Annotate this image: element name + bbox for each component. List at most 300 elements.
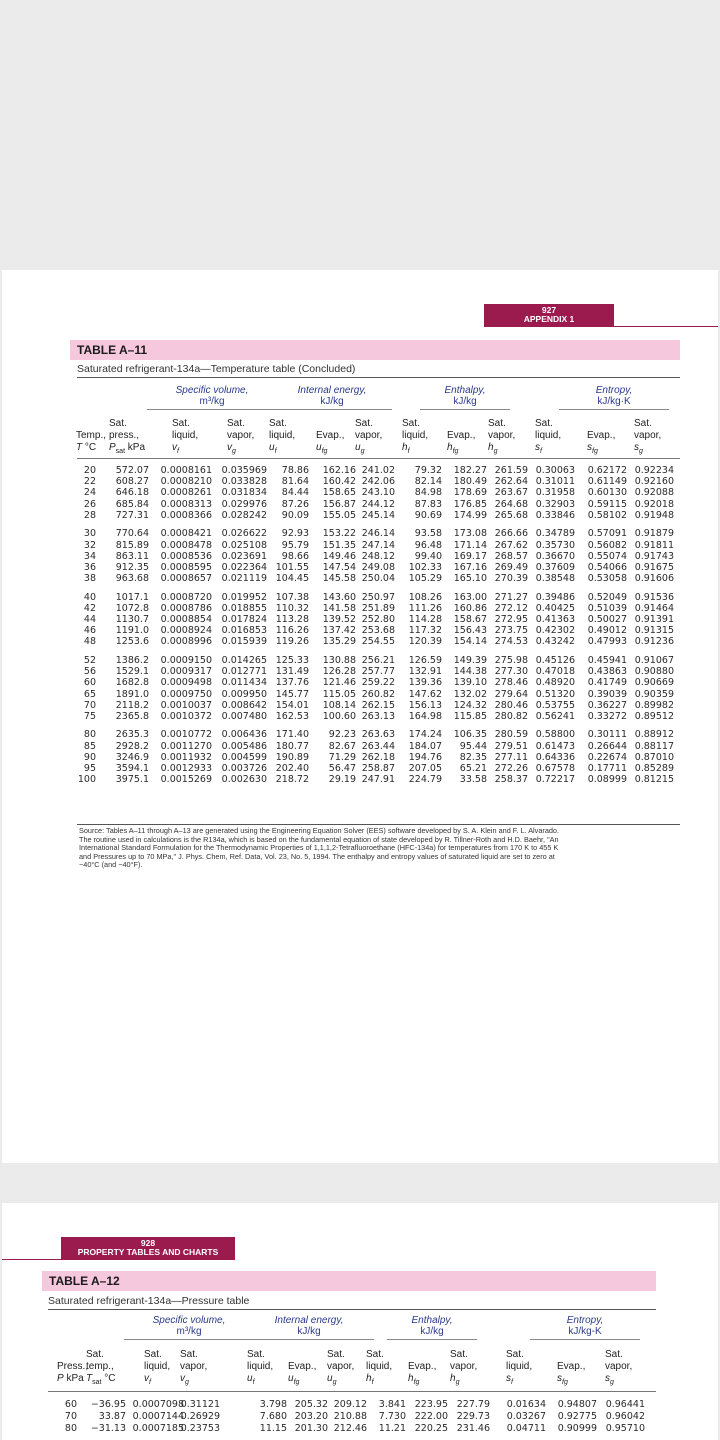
column-header-line: $h_g$ [450, 1373, 460, 1386]
table-cell: 1891.0 [115, 688, 149, 700]
table-cell: 0.011434 [221, 677, 267, 689]
column-header [180, 1349, 232, 1389]
table-cell: 178.69 [453, 487, 487, 499]
table-cell: 0.004599 [221, 751, 267, 763]
column-header-line: Sat. [109, 418, 127, 429]
table-cell: 101.55 [275, 561, 309, 573]
table-cell: 256.21 [361, 654, 395, 666]
table-cell: 0.54066 [587, 561, 627, 573]
table-cell: 0.0007144 [132, 1410, 184, 1422]
table-cell: 251.89 [361, 602, 395, 614]
table-cell: 0.53755 [535, 699, 575, 711]
table-cell: 85 [83, 740, 96, 752]
table-cell: 0.90999 [557, 1422, 597, 1434]
group-underline [420, 409, 510, 410]
table-cell: 0.57091 [587, 528, 627, 540]
table-cell: 0.0007185 [132, 1422, 184, 1434]
table-cell: 156.87 [322, 498, 356, 510]
table-cell: 0.023691 [221, 550, 267, 562]
group-unit: kJ/kg [453, 396, 477, 407]
table-cell: 171.14 [453, 539, 487, 551]
table-cell: 963.68 [115, 573, 149, 585]
table-cell: 32 [83, 539, 96, 551]
column-header-line: Sat. [506, 1349, 524, 1360]
table-cell: 182.27 [453, 465, 487, 476]
table-cell: 229.73 [456, 1410, 490, 1422]
table-cell: 0.45126 [535, 654, 575, 666]
table-cell: 7.730 [378, 1410, 406, 1422]
source-line: and Pressures up to 70 MPa," J. Phys. Chem, Ref. Data, Vol. 23, No. 5, 1994. The enthalpy and entropy values of saturated liquid are set to zero at [79, 851, 555, 861]
table-cell: 1191.0 [115, 625, 149, 637]
table-cell: 0.96042 [605, 1410, 645, 1422]
table-cell: 245.14 [361, 509, 395, 521]
table-cell: 98.66 [281, 550, 309, 562]
table-cell: 261.59 [494, 465, 528, 476]
column-header-line: Sat. [172, 418, 190, 429]
column-header [450, 1349, 502, 1389]
group-name: Entropy, [595, 385, 633, 396]
table-cell: 145.58 [322, 573, 356, 585]
table-cell: 0.26929 [180, 1410, 220, 1422]
header-rule [2, 1259, 235, 1260]
table-cell: 0.031834 [221, 487, 267, 499]
table-cell: 164.98 [408, 710, 442, 722]
column-header [506, 1349, 558, 1389]
column-header-line: vapor, [450, 1361, 478, 1372]
table-cell: 125.33 [275, 654, 309, 666]
table-cell: 0.0010772 [160, 729, 212, 741]
table-cell: 0.014265 [221, 654, 267, 666]
table-cell: 0.88117 [634, 740, 674, 752]
table-cell: 0.0008595 [160, 561, 212, 573]
column-header-line: $h_f$ [402, 442, 410, 455]
group-header [579, 385, 649, 407]
group-underline [559, 409, 669, 410]
table-cell: 231.46 [456, 1422, 490, 1434]
table-cell: 180.77 [275, 740, 309, 752]
table-cell: 1130.7 [115, 614, 149, 625]
column-header-line: Sat. [634, 418, 652, 429]
table-cell: 33.87 [98, 1410, 126, 1422]
table-cell: 1017.1 [115, 591, 149, 603]
column-header-line: Evap., [408, 1361, 437, 1372]
group-name: Specific volume, [152, 1315, 226, 1326]
table-cell: 117.32 [408, 625, 442, 637]
table-cell: 0.47018 [535, 666, 575, 678]
table-cell: 20 [83, 465, 96, 476]
column-header-line: $s_f$ [535, 442, 542, 455]
column-header-line: $h_{fg}$ [408, 1373, 420, 1386]
table-cell: 114.28 [408, 614, 442, 625]
column-header-line: $u_g$ [355, 442, 365, 455]
table-cell: 253.68 [361, 625, 395, 637]
group-underline [124, 1339, 254, 1340]
table-cell: 121.46 [322, 677, 356, 689]
table-cell: 82.14 [414, 476, 442, 488]
table-cell: 280.46 [494, 699, 528, 711]
column-header-line: Sat. [247, 1349, 265, 1360]
table-cell: 0.022364 [221, 561, 267, 573]
table-cell: 572.07 [115, 465, 149, 476]
table-cell: 0.029976 [221, 498, 267, 510]
table-cell: 203.20 [294, 1410, 328, 1422]
table-cell: 0.89982 [634, 699, 674, 711]
table-cell: 608.27 [115, 476, 149, 488]
header-bottom-rule [77, 458, 680, 459]
column-header-line: liquid, [366, 1361, 393, 1372]
table-cell: 212.46 [333, 1422, 367, 1434]
table-cell: 40 [83, 591, 96, 603]
column-header [587, 418, 639, 458]
table-cell: 0.22674 [587, 751, 627, 763]
group-unit: kJ/kg [420, 1326, 444, 1337]
column-header [172, 418, 224, 458]
table-cell: 30 [83, 528, 96, 540]
table-cell: 242.06 [361, 476, 395, 488]
group-underline [387, 1339, 477, 1340]
table-cell: 115.85 [453, 710, 487, 722]
table-cell: 0.033828 [221, 476, 267, 488]
table-cell: 247.91 [361, 774, 395, 786]
group-unit: m³/kg [199, 396, 225, 407]
table-cell: 132.91 [408, 666, 442, 678]
table-cell: 0.0011270 [160, 740, 212, 752]
table-cell: 0.0008366 [160, 509, 212, 521]
column-header-line: vapor, [634, 430, 662, 441]
table-cell: 65.21 [459, 763, 487, 774]
table-cell: 48 [83, 636, 96, 648]
table-cell: 207.05 [408, 763, 442, 774]
column-header-line: vapor, [605, 1361, 633, 1372]
table-cell: 257.77 [361, 666, 395, 678]
table-cell: 108.26 [408, 591, 442, 603]
table-cell: 84.44 [281, 487, 309, 499]
column-header-line: liquid, [535, 430, 562, 441]
table-cell: 266.66 [494, 528, 528, 540]
column-header-line: $h_{fg}$ [447, 442, 459, 455]
column-header-line: Sat. [450, 1349, 468, 1360]
table-cell: 126.59 [408, 654, 442, 666]
group-underline [147, 409, 277, 410]
table-cell: 0.56241 [535, 710, 575, 722]
column-header-line: vapor, [227, 430, 255, 441]
section-title: PROPERTY TABLES AND CHARTS [77, 1247, 219, 1257]
column-header-line: $P_{sat}$ kPa [109, 442, 146, 455]
column-header-line: $v_f$ [172, 442, 179, 455]
table-cell: 1682.8 [115, 677, 149, 689]
table-cell: 0.31958 [535, 487, 575, 499]
group-name: Enthalpy, [411, 1315, 453, 1326]
bottom-rule [77, 824, 680, 825]
column-header [269, 418, 321, 458]
table-cell: 0.0015269 [160, 774, 212, 786]
table-cell: 0.028242 [221, 509, 267, 521]
table-cell: 0.025108 [221, 539, 267, 551]
table-cell: 0.018855 [221, 602, 267, 614]
table-cell: 169.17 [453, 550, 487, 562]
header-bottom-rule [48, 1391, 656, 1392]
table-cell: 96.48 [414, 539, 442, 551]
table-cell: 272.95 [494, 614, 528, 625]
column-header-line: Evap., [557, 1361, 586, 1372]
table-title: TABLE A–11 [70, 340, 680, 360]
table-cell: 158.65 [322, 487, 356, 499]
table-cell: 0.17711 [587, 763, 627, 774]
table-cell: 147.54 [322, 561, 356, 573]
table-cell: 220.25 [414, 1422, 448, 1434]
table-cell: 262.18 [361, 751, 395, 763]
column-header-line: Sat. [355, 418, 373, 429]
column-header-line: $u_g$ [327, 1373, 337, 1386]
column-header-line: Temp., [76, 430, 107, 441]
table-cell: 79.32 [414, 465, 442, 476]
table-cell: 60 [64, 1399, 77, 1410]
table-cell: 277.11 [494, 751, 528, 763]
table-cell: 685.84 [115, 498, 149, 510]
table-cell: 0.0008924 [160, 625, 212, 637]
column-header-line: $v_f$ [144, 1373, 151, 1386]
column-header [535, 418, 587, 458]
table-cell: 174.99 [453, 509, 487, 521]
table-cell: 0.62172 [587, 465, 627, 476]
table-cell: 0.008642 [221, 699, 267, 711]
top-rule [77, 377, 680, 378]
table-cell: 224.79 [408, 774, 442, 786]
table-cell: 0.92160 [634, 476, 674, 488]
table-cell: 26 [83, 498, 96, 510]
table-cell: 0.30111 [587, 729, 627, 741]
table-cell: 87.83 [414, 498, 442, 510]
column-header-line: Sat. [535, 418, 553, 429]
table-cell: 0.34789 [535, 528, 575, 540]
table-cell: 0.91879 [634, 528, 674, 540]
table-cell: 0.08999 [587, 774, 627, 786]
page-927 [2, 270, 718, 1163]
column-header-line: Sat. [269, 418, 287, 429]
column-header-line: liquid, [247, 1361, 274, 1372]
group-header [167, 385, 257, 407]
table-cell: 44 [83, 614, 96, 625]
table-cell: 0.90880 [634, 666, 674, 678]
table-cell: 260.82 [361, 688, 395, 700]
table-cell: 0.017824 [221, 614, 267, 625]
table-cell: 263.67 [494, 487, 528, 499]
column-header-line: $v_g$ [227, 442, 236, 455]
table-cell: 167.16 [453, 561, 487, 573]
table-cell: 145.77 [275, 688, 309, 700]
table-cell: 3246.9 [115, 751, 149, 763]
table-cell: 248.12 [361, 550, 395, 562]
table-cell: 0.48920 [535, 677, 575, 689]
table-cell: 0.0009498 [160, 677, 212, 689]
table-cell: 120.39 [408, 636, 442, 648]
table-cell: 263.63 [361, 729, 395, 741]
table-cell: 0.40425 [535, 602, 575, 614]
table-cell: 277.30 [494, 666, 528, 678]
table-cell: 727.31 [115, 509, 149, 521]
column-header-line: Sat. [86, 1349, 104, 1360]
table-cell: 65 [83, 688, 96, 700]
table-cell: 34 [83, 550, 96, 562]
table-cell: 0.61149 [587, 476, 627, 488]
table-cell: 269.49 [494, 561, 528, 573]
table-cell: 95 [83, 763, 96, 774]
table-cell: 0.58800 [535, 729, 575, 741]
table-cell: 0.91464 [634, 602, 674, 614]
table-subtitle: Saturated refrigerant-134a—Temperature table (Concluded) [77, 363, 356, 375]
table-cell: 137.42 [322, 625, 356, 637]
table-cell: 218.72 [275, 774, 309, 786]
table-cell: 2365.8 [115, 710, 149, 722]
column-header-line: $s_f$ [506, 1373, 513, 1386]
table-cell: 0.0008854 [160, 614, 212, 625]
table-cell: 154.01 [275, 699, 309, 711]
column-header-line: liquid, [172, 430, 199, 441]
top-rule [48, 1309, 656, 1310]
table-cell: 0.91811 [634, 539, 674, 551]
table-cell: 262.15 [361, 699, 395, 711]
table-cell: 0.59115 [587, 498, 627, 510]
table-cell: 108.14 [322, 699, 356, 711]
table-cell: 139.36 [408, 677, 442, 689]
table-cell: 3.841 [378, 1399, 406, 1410]
column-header-line: $u_f$ [247, 1373, 255, 1386]
column-header-line: liquid, [506, 1361, 533, 1372]
table-cell: 209.12 [333, 1399, 367, 1410]
table-cell: 95.44 [459, 740, 487, 752]
group-name: Internal energy, [274, 1315, 344, 1326]
table-cell: 0.021119 [221, 573, 267, 585]
column-header-line: $v_g$ [180, 1373, 189, 1386]
table-cell: 0.47993 [587, 636, 627, 648]
table-cell: 29.19 [328, 774, 356, 786]
group-unit: kJ/kg [320, 396, 344, 407]
column-header-line: $s_{fg}$ [587, 442, 598, 455]
table-cell: 11.15 [259, 1422, 287, 1434]
column-header-line: Sat. [605, 1349, 623, 1360]
table-cell: 0.04711 [506, 1422, 546, 1434]
table-cell: 0.019952 [221, 591, 267, 603]
column-header-line: Evap., [587, 430, 616, 441]
column-header-line: $s_g$ [605, 1373, 614, 1386]
table-cell: 0.0011932 [160, 751, 212, 763]
table-cell: 0.58102 [587, 509, 627, 521]
table-cell: 0.49012 [587, 625, 627, 637]
table-cell: 243.10 [361, 487, 395, 499]
column-header-line: Evap., [288, 1361, 317, 1372]
table-cell: 0.96441 [605, 1399, 645, 1410]
table-cell: 0.006436 [221, 729, 267, 741]
column-header-line: Sat. [366, 1349, 384, 1360]
table-cell: 0.67578 [535, 763, 575, 774]
column-header-line: P kPa [57, 1373, 84, 1384]
group-header [440, 385, 490, 407]
table-cell: 3975.1 [115, 774, 149, 786]
table-cell: 82.67 [328, 740, 356, 752]
table-cell: 56.47 [328, 763, 356, 774]
table-cell: 70 [64, 1410, 77, 1422]
table-cell: 2928.2 [115, 740, 149, 752]
source-line: −40°C (and −40°F). [79, 860, 143, 870]
table-cell: 0.015939 [221, 636, 267, 648]
table-cell: 0.61473 [535, 740, 575, 752]
table-cell: 1386.2 [115, 654, 149, 666]
table-cell: 2635.3 [115, 729, 149, 741]
table-cell: 135.29 [322, 636, 356, 648]
page-header [61, 1237, 235, 1259]
table-cell: 0.005486 [221, 740, 267, 752]
table-cell: 0.01634 [506, 1399, 546, 1410]
table-cell: 158.67 [453, 614, 487, 625]
column-header-line: liquid, [144, 1361, 171, 1372]
table-cell: 81.64 [281, 476, 309, 488]
table-cell: 3.798 [259, 1399, 287, 1410]
table-cell: 0.0008996 [160, 636, 212, 648]
table-cell: 0.91315 [634, 625, 674, 637]
group-name: Specific volume, [175, 385, 249, 396]
table-cell: 280.82 [494, 710, 528, 722]
table-cell: 258.87 [361, 763, 395, 774]
table-cell: 36 [83, 561, 96, 573]
column-header-line: T °C [76, 442, 97, 453]
table-cell: 105.29 [408, 573, 442, 585]
table-cell: 0.52049 [587, 591, 627, 603]
table-cell: 33.58 [459, 774, 487, 786]
table-cell: 0.60130 [587, 487, 627, 499]
table-cell: 0.37609 [535, 561, 575, 573]
table-cell: 126.28 [322, 666, 356, 678]
table-cell: 268.57 [494, 550, 528, 562]
table-cell: 163.00 [453, 591, 487, 603]
group-underline [272, 409, 392, 410]
table-cell: 258.37 [494, 774, 528, 786]
table-cell: 0.0010037 [160, 699, 212, 711]
table-cell: 0.51039 [587, 602, 627, 614]
column-header [488, 418, 540, 458]
table-cell: 78.86 [281, 465, 309, 476]
group-name: Internal energy, [297, 385, 367, 396]
table-cell: 0.0008421 [160, 528, 212, 540]
table-cell: 222.00 [414, 1410, 448, 1422]
page-number: 928 [140, 1238, 156, 1248]
table-cell: 149.46 [322, 550, 356, 562]
table-cell: 270.39 [494, 573, 528, 585]
table-cell: 75 [83, 710, 96, 722]
table-cell: 111.26 [408, 602, 442, 614]
table-cell: 1072.8 [115, 602, 149, 614]
table-cell: 0.43242 [535, 636, 575, 648]
table-cell: 201.30 [294, 1422, 328, 1434]
table-cell: 71.29 [328, 751, 356, 763]
column-header-line: Sat. [144, 1349, 162, 1360]
table-cell: 0.91391 [634, 614, 674, 625]
table-cell: 154.14 [453, 636, 487, 648]
table-cell: 80 [83, 729, 96, 741]
table-cell: 28 [83, 509, 96, 521]
table-cell: 272.26 [494, 763, 528, 774]
table-cell: 0.39486 [535, 591, 575, 603]
table-cell: 271.27 [494, 591, 528, 603]
table-cell: 38 [83, 573, 96, 585]
table-cell: 262.64 [494, 476, 528, 488]
table-cell: 272.12 [494, 602, 528, 614]
table-cell: 156.43 [453, 625, 487, 637]
table-cell: 0.26644 [587, 740, 627, 752]
table-cell: 0.91743 [634, 550, 674, 562]
group-unit: kJ/kg·K [597, 396, 631, 407]
table-cell: 0.89512 [634, 710, 674, 722]
table-cell: 160.42 [322, 476, 356, 488]
